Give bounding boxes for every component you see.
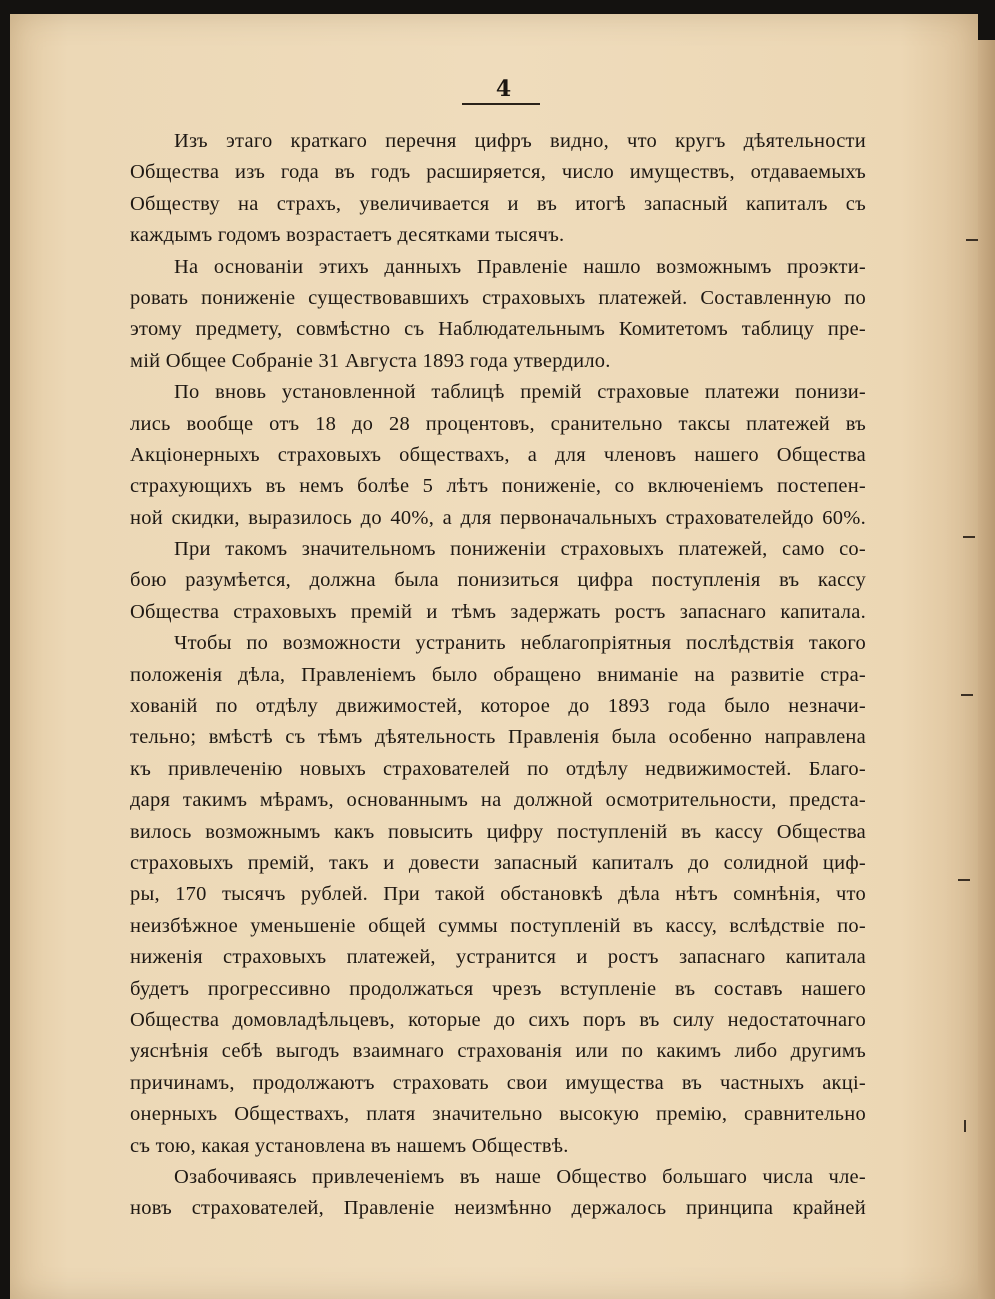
text-line: даря такимъ мѣрамъ, основаннымъ на должной осмотрительности, предста- [130,789,866,812]
margin-mark [963,536,975,538]
text-line: съ тою, какая установлена въ нашемъ Обществѣ. [130,1134,569,1157]
body-text [130,126,866,1225]
paragraph [130,628,866,1162]
margin-mark [964,1120,966,1132]
text-line: Общества изъ года въ годъ расширяется, число имуществъ, отдаваемыхъ [130,161,866,184]
text-line: вилось возможнымъ какъ повысить цифру поступленiй въ кассу Общества [130,820,866,843]
text-line: мiй Общее Собранiе 31 Августа 1893 года утвердило. [130,349,611,372]
text-line: лись вообще отъ 18 до 28 процентовъ, сранительно таксы платежей въ [130,412,866,435]
next-page-edge [978,40,995,1299]
margin-mark [966,239,978,241]
text-line: Изъ этаго краткаго перечня цифръ видно, что кругъ дѣятельности [174,130,866,152]
margin-mark [958,879,970,881]
text-line: ной скидки, выразилось до 40%, а для первоначальныхъ страхователейдо 60%. [130,506,866,529]
text-line: положенiя дѣла, Правленiемъ было обращено вниманiе на развитiе стра- [130,663,866,686]
paragraph [130,377,866,534]
text-line: новъ страхователей, Правленiе неизмѣнно держалось принципа крайней [130,1197,866,1220]
text-line: уяснѣнiя себѣ выгодъ взаимнаго страхованiя или по какимъ либо другимъ [130,1040,866,1063]
text-line: этому предмету, совмѣстно съ Наблюдательнымъ Комитетомъ таблицу пре- [130,318,866,341]
page-number: 4 [495,76,512,102]
text-line: ры, 170 тысячъ рублей. При такой обстановкѣ дѣла нѣтъ сомнѣнiя, что [130,883,866,906]
text-line: По вновь установленной таблицѣ премiй страховые платежи понизи- [174,381,866,404]
paragraph [130,534,866,628]
text-line: причинамъ, продолжаютъ страховать свои имущества въ частныхъ акцi- [130,1071,866,1094]
text-line: При такомъ значительномъ пониженiи страховыхъ платежей, само со- [174,538,866,561]
text-line: Акцiонерныхъ страховыхъ обществахъ, а для членовъ нашего Общества [130,443,866,466]
text-line: будетъ прогрессивно продолжаться чрезъ вступленiе въ составъ нашего [130,977,866,1000]
text-line: Обществу на страхъ, увеличивается и въ итогѣ запасный капиталъ съ [130,192,866,215]
text-line: тельно; вмѣстѣ съ тѣмъ дѣятельность Правленiя была особенно направлена [130,726,866,749]
text-line: Чтобы по возможности устранить неблагопрiятныя послѣдствiя такого [174,632,866,655]
text-line: бою разумѣется, должна была понизиться цифра поступленiя въ кассу [130,569,866,592]
text-line: каждымъ годомъ возрастаетъ десятками тысячъ. [130,224,565,247]
text-line: Общества страховыхъ премiй и тѣмъ задержать ростъ запаснаго капитала. [130,600,866,623]
text-line: На основанiи этихъ данныхъ Правленiе нашло возможнымъ проэкти- [174,255,866,278]
page-number-rule [462,103,540,105]
text-line: къ привлеченiю новыхъ страхователей по отдѣлу недвижимостей. Благо- [130,757,866,780]
text-line: ровать пониженiе существовавшихъ страховыхъ платежей. Составленную по [130,286,866,309]
margin-mark [961,694,973,696]
paragraph [130,252,866,378]
paragraph [130,1162,866,1225]
text-line: страхующихъ въ немъ болѣе 5 лѣтъ пониженiе, со включенiемъ постепен- [130,475,866,498]
text-line: ниженiя страховыхъ платежей, устранится и ростъ запаснаго капитала [130,946,866,969]
text-line: страховыхъ премiй, такъ и довести запасный капиталъ до солидной циф- [130,851,866,874]
text-line: Озабочиваясь привлеченiемъ въ наше Общество большаго числа чле- [174,1165,866,1188]
paragraph [130,126,866,252]
text-line: Общества домовладѣльцевъ, которые до сихъ поръ въ силу недостаточнаго [130,1008,866,1031]
text-line: онерныхъ Обществахъ, платя значительно высокую премiю, сравнительно [130,1103,866,1126]
text-line: неизбѣжное уменьшенiе общей суммы поступленiй въ кассу, вслѣдствiе по- [130,914,866,937]
text-line: хованiй по отдѣлу движимостей, которое до 1893 года было незначи- [130,695,866,718]
